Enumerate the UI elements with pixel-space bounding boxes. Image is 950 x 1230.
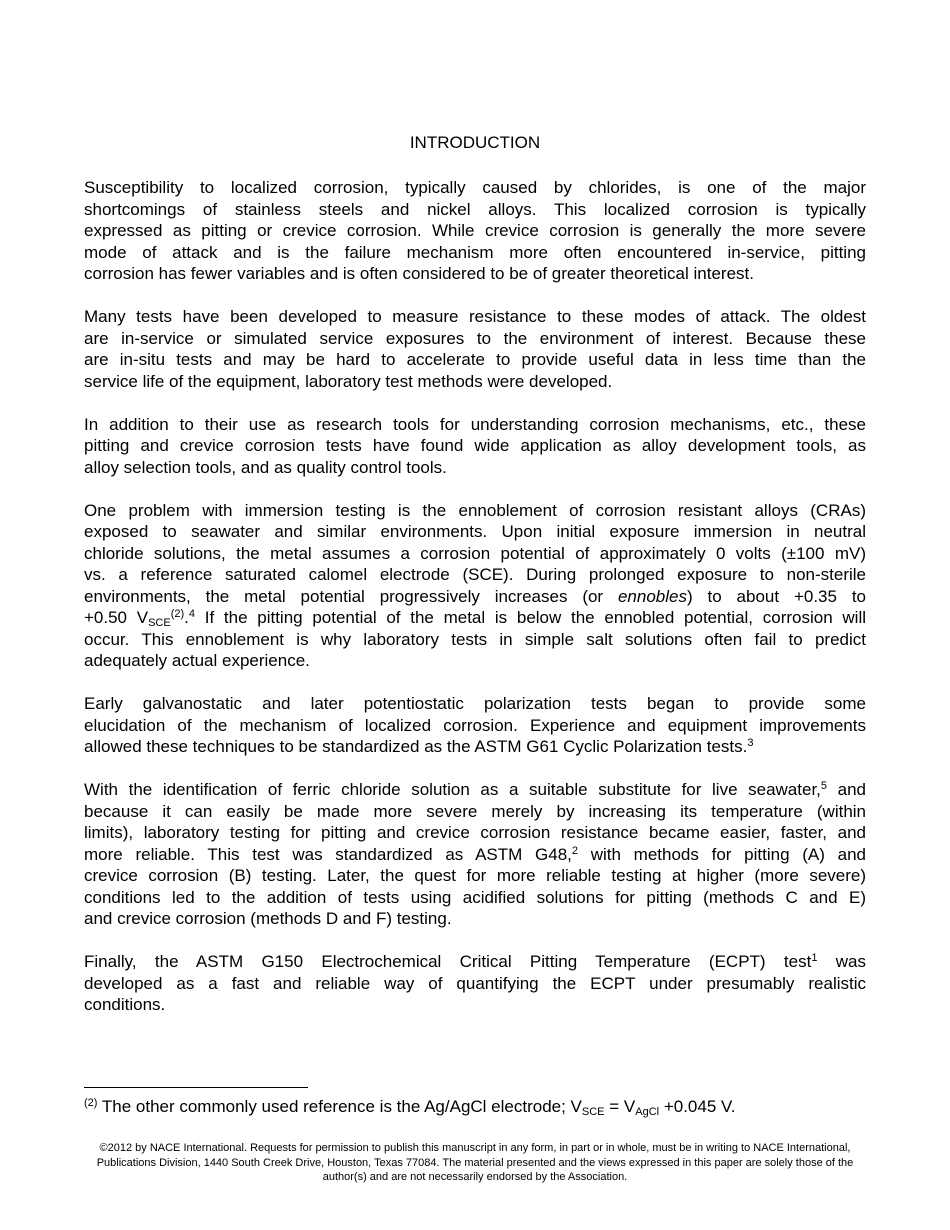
paragraph <box>84 500 866 672</box>
text-line <box>84 500 866 522</box>
text-line <box>84 328 866 350</box>
text-run: alloy selection tools, and as quality control tools. <box>84 457 447 477</box>
copyright-line: author(s) and are not necessarily endorsed by the Association. <box>322 1171 628 1183</box>
subscript: SCE <box>148 617 171 629</box>
text-run: Early galvanostatic and later potentiostatic polarization tests began to provide some <box>84 694 866 713</box>
text-line <box>84 263 866 285</box>
subscript: AgCl <box>635 1106 660 1118</box>
text-run: conditions. <box>84 995 166 1014</box>
text-line <box>84 693 866 715</box>
superscript: 5 <box>820 780 828 792</box>
text-run: elucidation of the mechanism of localized corrosion. Experience and equipment improvements <box>84 715 866 735</box>
text-line <box>84 521 866 543</box>
text-run: ) to about +0.35 to <box>686 586 867 606</box>
text-run: In addition to their use as research tools for understanding corrosion mechanisms, etc., these <box>84 414 866 434</box>
footnote-text: = V <box>604 1097 636 1116</box>
text-run: mode of attack and is the failure mechanism more often encountered in-service, pitting <box>84 242 866 262</box>
superscript: 2 <box>571 844 579 857</box>
text-line <box>84 242 866 264</box>
text-run: vs. a reference saturated calomel electrode (SCE). During prolonged exposure to non-sterile <box>84 565 866 584</box>
text-run: ennobles <box>617 586 687 606</box>
text-run: Finally, the ASTM G150 Electrochemical Critical Pitting Temperature (ECPT) test <box>84 952 812 971</box>
paragraph <box>84 414 866 479</box>
text-line <box>84 908 866 930</box>
text-run: are in-service or simulated service exposures to the environment of interest. Because these <box>84 328 866 348</box>
text-line <box>84 371 866 393</box>
text-run: allowed these techniques to be standardized as the ASTM G61 Cyclic Polarization tests. <box>84 737 748 756</box>
superscript: (2) <box>170 608 185 620</box>
text-line <box>84 779 866 801</box>
paragraph <box>84 177 866 285</box>
footnote <box>84 1097 736 1117</box>
text-line <box>84 349 866 371</box>
footnote-separator <box>84 1087 308 1088</box>
text-line <box>84 414 866 436</box>
text-line <box>84 822 866 844</box>
footnote-text: The other commonly used reference is the Ag/AgCl electrode; V <box>97 1097 582 1116</box>
paragraph <box>84 306 866 392</box>
text-line <box>84 306 866 328</box>
text-run: crevice corrosion (B) testing. Later, the quest for more reliable testing at higher (more severe) <box>84 866 866 885</box>
text-line <box>84 973 866 995</box>
text-run: corrosion has fewer variables and is often considered to be of greater theoretical interest. <box>84 264 754 283</box>
text-run: . <box>184 608 189 627</box>
text-run: with methods for pitting (A) and <box>578 844 866 864</box>
text-run: adequately actual experience. <box>84 651 310 670</box>
text-line <box>84 951 866 973</box>
text-run: and crevice corrosion (methods D and F) testing. <box>84 909 452 928</box>
text-run: exposed to seawater and similar environments. Upon initial exposure immersion in neutral <box>84 522 866 541</box>
text-line <box>84 650 866 672</box>
text-run: pitting and crevice corrosion tests have found wide application as alloy development tools, as <box>84 436 866 455</box>
footnote-text: +0.045 V. <box>659 1097 736 1116</box>
copyright-line: ©2012 by NACE International. Requests for permission to publish this manuscript in any form, in part or in whole, must be in writing to NACE International, <box>99 1142 851 1154</box>
superscript: 3 <box>747 737 754 749</box>
text-line <box>84 801 866 823</box>
text-line <box>84 629 866 651</box>
copyright-line: Publications Division, 1440 South Creek Drive, Houston, Texas 77084. The material presented and the views expressed in this paper are solely those of the <box>96 1156 854 1169</box>
paragraph <box>84 693 866 758</box>
text-run: and <box>827 780 866 799</box>
text-run: developed as a fast and reliable way of quantifying the ECPT under presumably realistic <box>84 973 866 993</box>
copyright-notice <box>40 1141 910 1185</box>
text-line <box>84 177 866 199</box>
text-run: With the identification of ferric chloride solution as a suitable substitute for live seawater, <box>84 780 821 799</box>
text-run: One problem with immersion testing is the ennoblement of corrosion resistant alloys (CRAs) <box>84 500 866 520</box>
paragraph <box>84 951 866 1016</box>
text-line <box>84 887 866 909</box>
text-run: occur. This ennoblement is why laboratory tests in simple salt solutions often fail to predict <box>84 629 866 649</box>
text-run: service life of the equipment, laboratory test methods were developed. <box>84 371 613 391</box>
text-run: are in-situ tests and may be hard to accelerate to provide useful data in less time than the <box>84 350 866 369</box>
subscript: SCE <box>581 1106 605 1118</box>
text-run: If the pitting potential of the metal is below the ennobled potential, corrosion will <box>195 608 866 627</box>
text-run: conditions led to the addition of tests using acidified solutions for pitting (methods C and E) <box>84 887 866 907</box>
text-run: Many tests have been developed to measure resistance to these modes of attack. The oldest <box>84 307 866 326</box>
text-line <box>84 586 866 608</box>
text-run: Susceptibility to localized corrosion, typically caused by chlorides, is one of the major <box>84 178 866 197</box>
text-line <box>84 457 866 479</box>
footnote-marker: (2) <box>84 1097 98 1109</box>
text-line <box>84 220 866 242</box>
text-run: +0.50 V <box>84 608 149 627</box>
text-run: expressed as pitting or crevice corrosion. While crevice corrosion is generally the more severe <box>84 221 866 240</box>
text-run: environments, the metal potential progressively increases (or <box>84 586 618 606</box>
text-run: chloride solutions, the metal assumes a corrosion potential of approximately 0 volts (±100 mV) <box>84 543 866 563</box>
superscript: 4 <box>188 608 196 620</box>
text-line <box>84 994 866 1016</box>
text-run: because it can easily be made more severe merely by increasing its temperature (within <box>84 801 866 821</box>
text-run: shortcomings of stainless steels and nickel alloys. This localized corrosion is typically <box>84 199 866 219</box>
section-heading: INTRODUCTION <box>409 133 541 152</box>
text-line <box>84 865 866 887</box>
text-line <box>84 543 866 565</box>
text-run: was <box>817 952 866 971</box>
text-line <box>84 715 866 737</box>
text-line <box>84 564 866 586</box>
paragraph <box>84 779 866 930</box>
text-run: limits), laboratory testing for pitting and crevice corrosion resistance became easier, faster, and <box>84 823 866 842</box>
text-run: more reliable. This test was standardized as ASTM G48, <box>84 844 572 864</box>
text-line <box>84 607 866 629</box>
text-line <box>84 736 866 758</box>
superscript: 1 <box>811 952 818 964</box>
text-line <box>84 199 866 221</box>
text-line <box>84 844 866 866</box>
text-line <box>84 435 866 457</box>
body-text <box>84 177 866 1037</box>
